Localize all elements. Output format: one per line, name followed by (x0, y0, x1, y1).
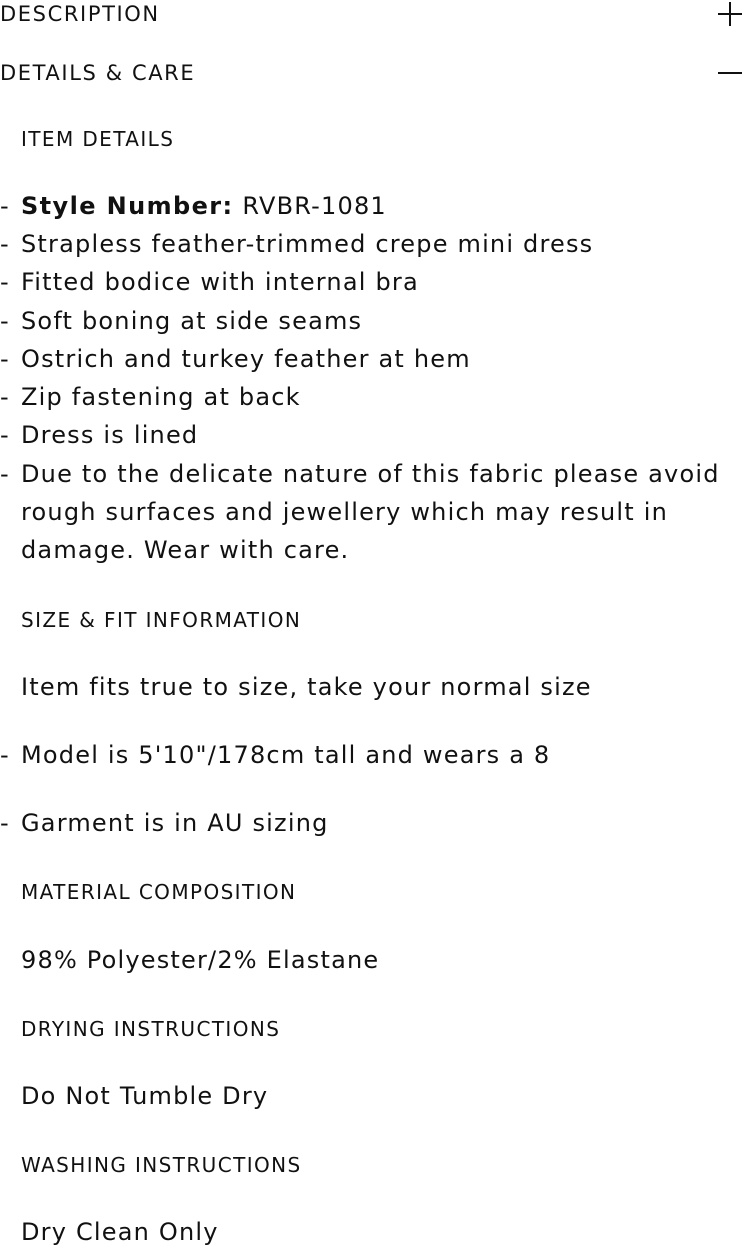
bullet-dash: - (0, 345, 9, 373)
detail-bullet: Fitted bodice with internal bra (21, 268, 419, 296)
drying-heading: DRYING INSTRUCTIONS (21, 1017, 281, 1041)
style-number-label: Style Number: (21, 192, 234, 220)
detail-bullet: Zip fastening at back (21, 383, 301, 411)
bullet-dash: - (0, 307, 9, 335)
care-note-line-2: rough surfaces and jewellery which may result in (21, 498, 669, 526)
bullet-dash: - (0, 421, 9, 449)
description-title: DESCRIPTION (0, 2, 160, 26)
description-accordion-header[interactable] (0, 0, 744, 40)
detail-bullet: Dress is lined (21, 421, 199, 449)
minus-icon[interactable] (716, 59, 744, 87)
detail-bullet: Soft boning at side seams (21, 307, 363, 335)
item-details-heading: ITEM DETAILS (21, 127, 175, 151)
bullet-dash: - (0, 230, 9, 258)
drying-text: Do Not Tumble Dry (21, 1082, 269, 1110)
style-number-line (21, 187, 387, 225)
detail-bullet: Strapless feather-trimmed crepe mini dress (21, 230, 594, 258)
size-fit-text: Item fits true to size, take your normal size (21, 673, 592, 701)
bullet-dash: - (0, 268, 9, 296)
bullet-dash: - (0, 460, 9, 488)
bullet-dash: - (0, 809, 9, 837)
plus-icon[interactable] (716, 0, 744, 28)
bullet-dash: - (0, 383, 9, 411)
detail-bullet: Ostrich and turkey feather at hem (21, 345, 471, 373)
style-number-value: RVBR-1081 (242, 192, 387, 220)
bullet-dash: - (0, 192, 9, 220)
size-fit-heading: SIZE & FIT INFORMATION (21, 608, 302, 632)
material-heading: MATERIAL COMPOSITION (21, 880, 297, 904)
model-info: Model is 5'10"/178cm tall and wears a 8 (21, 741, 551, 769)
details-care-title: DETAILS & CARE (0, 61, 196, 85)
washing-text: Dry Clean Only (21, 1218, 219, 1246)
washing-heading: WASHING INSTRUCTIONS (21, 1153, 302, 1177)
details-care-accordion-header[interactable] (0, 59, 744, 99)
bullet-dash: - (0, 741, 9, 769)
material-text: 98% Polyester/2% Elastane (21, 946, 380, 974)
care-note-line-1: Due to the delicate nature of this fabric please avoid (21, 460, 720, 488)
care-note-line-3: damage. Wear with care. (21, 536, 350, 564)
sizing-info: Garment is in AU sizing (21, 809, 329, 837)
